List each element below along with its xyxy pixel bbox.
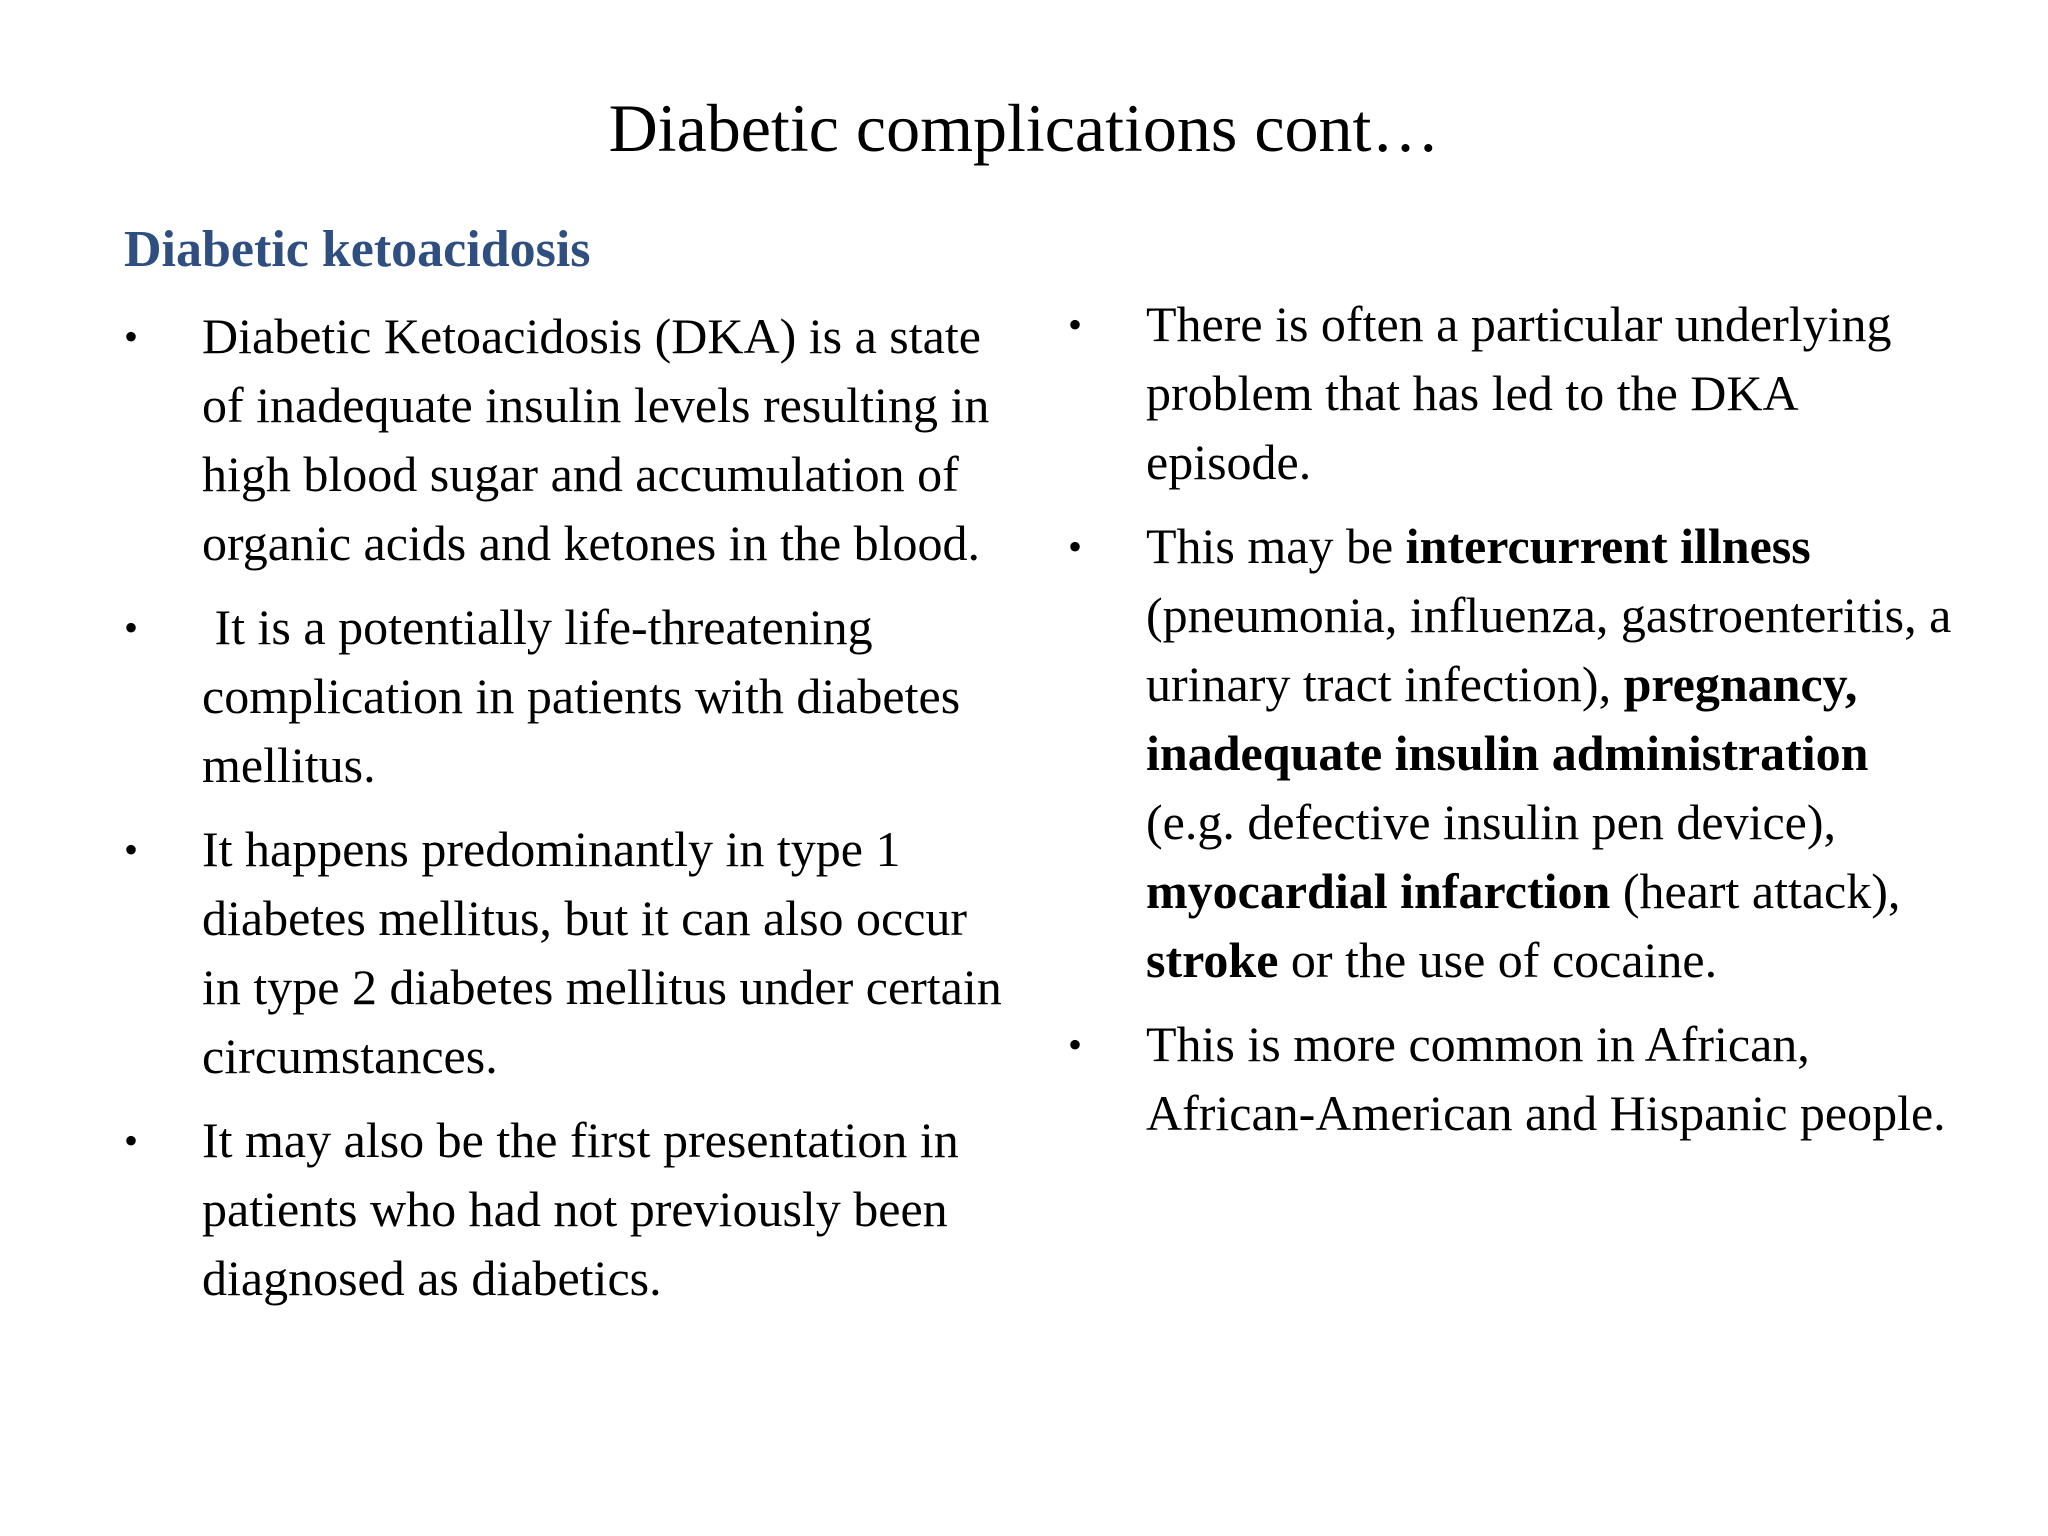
- emphasis-stroke: stroke: [1146, 932, 1279, 988]
- list-item: [1068, 1010, 1968, 1148]
- emphasis-intercurrent-illness: intercurrent illness: [1405, 518, 1811, 574]
- slide-title: Diabetic complications cont…: [608, 90, 1440, 166]
- bullet-text: It is a potentially life-threatening complication in patients with diabetes mellitus.: [202, 599, 973, 793]
- text-run: (heart attack),: [1610, 863, 1913, 919]
- bullet-text: [1146, 518, 1964, 988]
- list-item: [124, 302, 1014, 578]
- emphasis-pregnancy-insulin: pregnancy, inadequate insulin administration: [1146, 656, 1869, 781]
- list-item: [1068, 290, 1968, 497]
- list-item: [124, 815, 1014, 1091]
- bullet-icon: •: [1068, 1022, 1083, 1067]
- bullet-icon: •: [124, 605, 139, 650]
- text-run: This may be: [1146, 518, 1406, 574]
- bullet-text: This is more common in African, African-American and Hispanic people.: [1146, 1016, 1946, 1141]
- bullet-icon: •: [124, 1118, 139, 1163]
- bullet-text: It happens predominantly in type 1 diabetes mellitus, but it can also occur in type 2 diabetes mellitus under certain circumstances.: [202, 821, 1002, 1084]
- bullet-text: Diabetic Ketoacidosis (DKA) is a state of inadequate insulin levels resulting in high blood sugar and accumulation of organic acids and ketones in the blood.: [202, 308, 990, 571]
- bullet-icon: •: [124, 827, 139, 872]
- text-run: (pneumonia, influenza, gastroenteritis, a urinary tract infection),: [1146, 518, 1964, 712]
- list-item: [1068, 512, 1968, 995]
- right-bullet-list: [1068, 290, 1968, 1163]
- text-run: or the use of cocaine.: [1278, 932, 1718, 988]
- section-heading: Diabetic ketoacidosis: [124, 221, 591, 278]
- list-item: [124, 593, 1014, 800]
- bullet-icon: •: [124, 314, 139, 359]
- text-run: (e.g. defective insulin pen device),: [1146, 725, 1881, 850]
- bullet-icon: •: [1068, 302, 1083, 347]
- list-item: [124, 1106, 1014, 1313]
- bullet-text: It may also be the first presentation in patients who had not previously been diagnosed as diabetics.: [202, 1112, 959, 1306]
- emphasis-myocardial-infarction: myocardial infarction: [1146, 863, 1611, 919]
- bullet-icon: •: [1068, 524, 1083, 569]
- bullet-text: There is often a particular underlying problem that has led to the DKA episode.: [1146, 296, 1892, 490]
- left-bullet-list: [124, 302, 1014, 1328]
